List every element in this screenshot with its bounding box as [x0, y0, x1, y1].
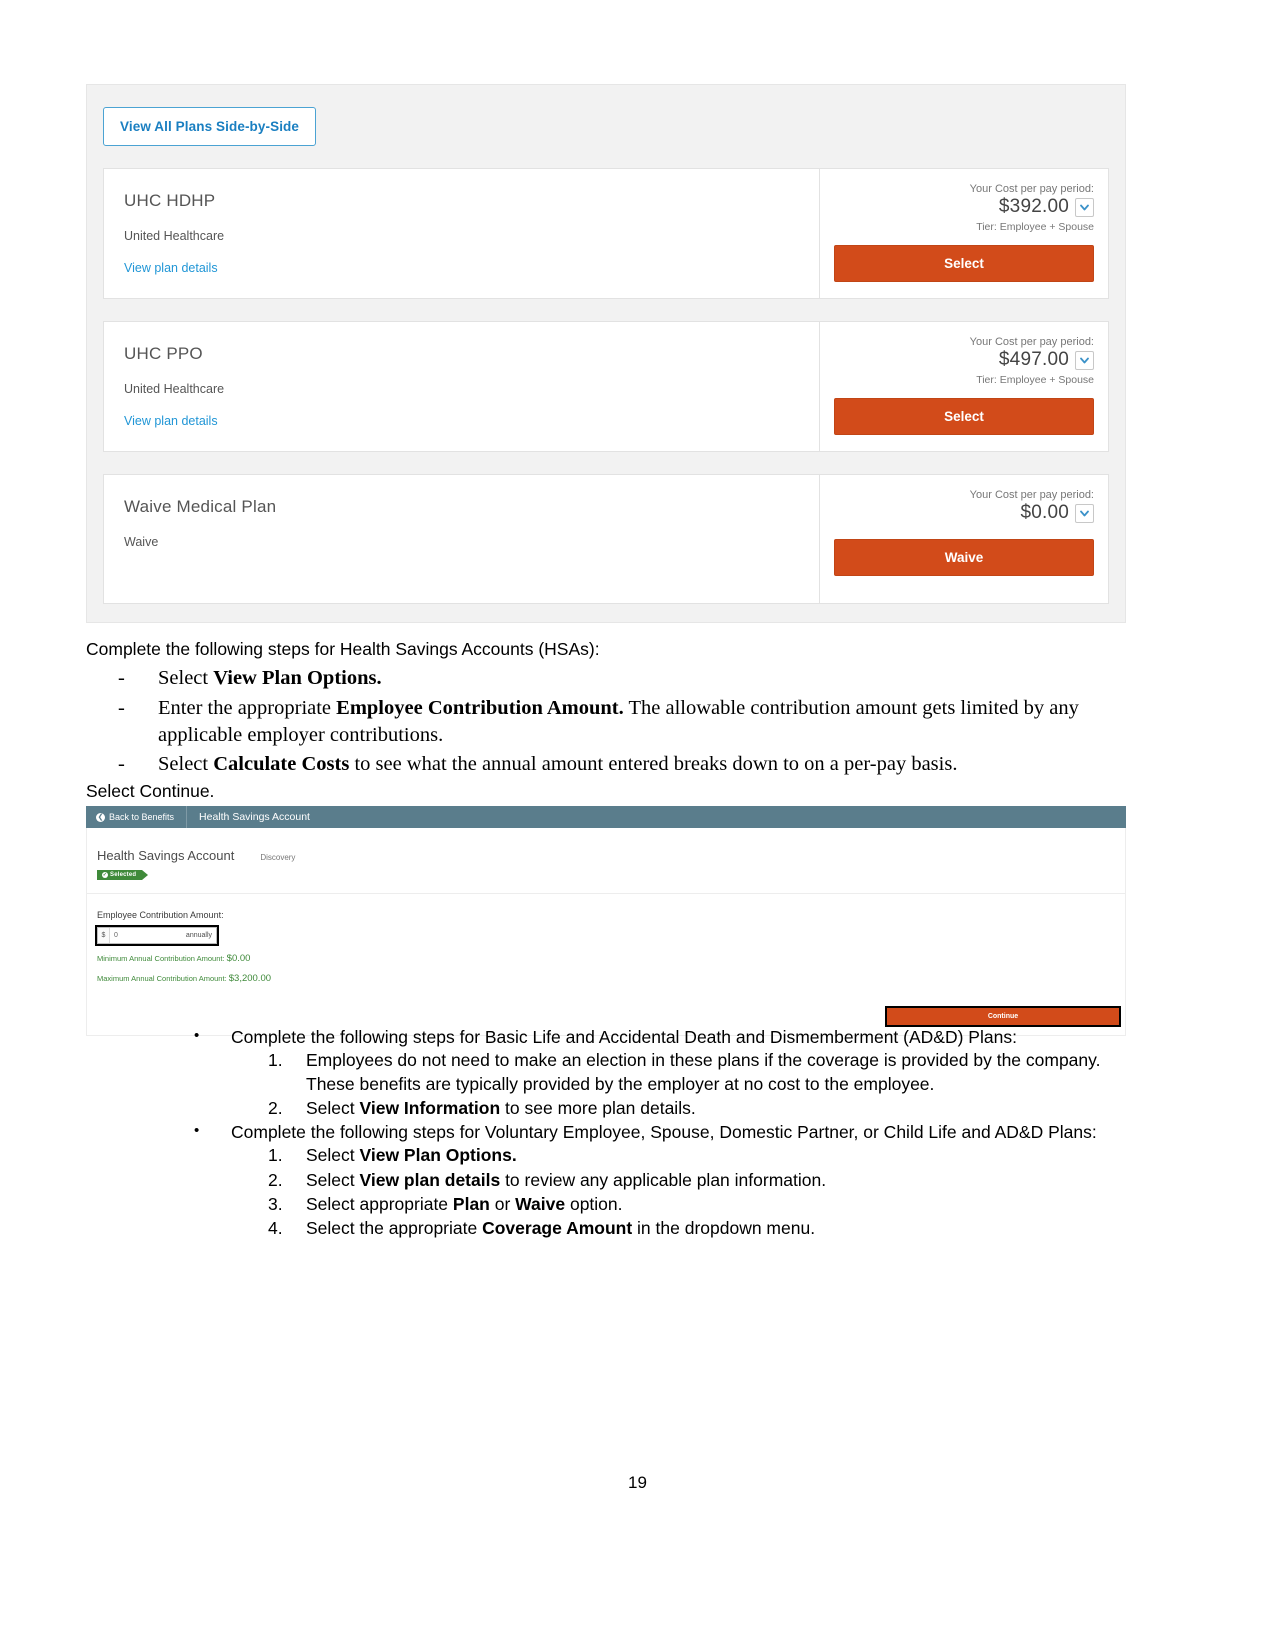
plan-card — [103, 168, 1109, 299]
list-item — [231, 1193, 1146, 1216]
step-text-post: in the dropdown menu. — [632, 1218, 816, 1239]
step-text-pre: Select — [306, 1097, 360, 1118]
page-number: 19 — [628, 1473, 647, 1492]
list-item — [231, 1217, 1146, 1240]
bullet-marker: • — [194, 1027, 200, 1044]
outline-level-2 — [231, 1144, 1146, 1240]
plan-name: UHC HDHP — [124, 191, 216, 210]
step-text-post: to see more plan details. — [500, 1097, 696, 1118]
step-text-pre: Select appropriate — [306, 1193, 453, 1214]
hsa-instructions-list — [86, 665, 1141, 778]
status-badge — [97, 870, 148, 880]
view-all-plans-side-by-side-button[interactable]: View All Plans Side-by-Side — [103, 107, 316, 146]
bullet-marker: • — [194, 1122, 200, 1140]
basic-life-heading: Complete the following steps for Basic Life and Accidental Death and Dismemberment (AD&D) Plans: — [231, 1027, 1017, 1047]
hsa-plan-title: Health Savings Account — [97, 848, 235, 863]
cost-label: Your Cost per pay period: — [969, 489, 1094, 501]
step-text-pre: Select — [306, 1145, 360, 1166]
currency-prefix: $ — [98, 928, 110, 943]
voluntary-heading: Complete the following steps for Voluntary Employee, Spouse, Domestic Partner, or Child Life and AD&D Plans: — [231, 1122, 1097, 1143]
tier-label: Tier: Employee + Spouse — [976, 374, 1094, 386]
maximum-contribution-row — [97, 973, 1125, 984]
step-text-bold: View Information — [359, 1097, 501, 1118]
step-text-mid: or — [489, 1193, 516, 1214]
back-to-benefits-button[interactable] — [86, 806, 187, 828]
maximum-contribution-amount: $3,200.00 — [228, 973, 272, 984]
plan-carrier: United Healthcare — [124, 229, 225, 243]
list-item — [86, 695, 1141, 750]
plan-card-cost-panel — [820, 322, 1108, 451]
hsa-top-navbar — [86, 806, 1126, 828]
dash-marker: - — [118, 696, 125, 719]
minimum-contribution-amount: $0.00 — [226, 953, 251, 964]
step-number: 2. — [268, 1169, 283, 1190]
chevron-down-icon[interactable] — [1075, 504, 1094, 523]
step-number: 1. — [268, 1145, 283, 1166]
plan-card-info — [104, 475, 820, 603]
step-text-pre: Select — [158, 753, 214, 776]
step-text-bold: View Plan Options. — [359, 1145, 517, 1166]
back-arrow-icon: ❮ — [97, 813, 104, 821]
cost-amount: $392.00 — [998, 196, 1069, 217]
step-text: Employees do not need to make an election in these plans if the coverage is provided by the company. These benefits are typically provided by the employer at no cost to the employee. — [306, 1050, 1101, 1094]
select-button[interactable]: Select — [834, 245, 1094, 282]
plan-name: UHC PPO — [124, 344, 203, 363]
cost-label: Your Cost per pay period: — [969, 336, 1094, 348]
continue-button[interactable]: Continue — [887, 1008, 1119, 1025]
hsa-instructions-lead: Complete the following steps for Health Savings Accounts (HSAs): — [86, 639, 600, 659]
step-text-bold-2: Waive — [515, 1193, 566, 1214]
select-button[interactable]: Select — [834, 398, 1094, 435]
plans-screenshot — [86, 84, 1126, 623]
contribution-frequency-label: annually — [185, 932, 212, 939]
back-to-benefits-label: Back to Benefits — [109, 812, 175, 822]
step-number: 4. — [268, 1218, 283, 1239]
step-number: 2. — [268, 1097, 283, 1118]
cost-row — [834, 502, 1094, 524]
check-icon: ✓ — [102, 872, 108, 878]
plan-card-cost-panel — [820, 169, 1108, 298]
outline-level-2 — [231, 1049, 1146, 1120]
step-text-bold: Plan — [452, 1193, 490, 1214]
list-item — [231, 1049, 1146, 1096]
cost-amount: $0.00 — [1020, 502, 1069, 523]
step-text-bold: View plan details — [359, 1169, 501, 1190]
list-item — [86, 1026, 1146, 1120]
hsa-content-panel — [86, 828, 1126, 1036]
status-badge-label: Selected — [110, 872, 137, 878]
contribution-amount-input[interactable] — [97, 927, 217, 944]
view-plan-details-link[interactable]: View plan details — [124, 414, 218, 428]
step-text-pre: Select — [306, 1169, 360, 1190]
hsa-plan-header — [87, 828, 1125, 863]
step-text-pre: Enter the appropriate — [158, 696, 337, 719]
list-item — [86, 751, 1141, 778]
plan-carrier: Waive — [124, 535, 159, 549]
list-item — [86, 1121, 1146, 1240]
hsa-instructions-block — [86, 638, 1141, 804]
tier-label: Tier: Employee + Spouse — [976, 221, 1094, 233]
step-text-post: to review any applicable plan information. — [500, 1169, 827, 1190]
plan-card-info — [104, 322, 820, 451]
contribution-amount-value: 0 — [114, 932, 118, 939]
list-item — [231, 1169, 1146, 1192]
list-item — [231, 1097, 1146, 1120]
maximum-contribution-label: Maximum Annual Contribution Amount: — [97, 974, 227, 983]
dash-marker: - — [118, 667, 125, 690]
step-number: 1. — [268, 1050, 283, 1071]
hsa-plan-carrier: Discovery — [260, 853, 296, 862]
step-text-bold: Employee Contribution Amount. — [336, 696, 624, 719]
contribution-amount-label: Employee Contribution Amount: — [97, 910, 224, 920]
hsa-screenshot — [86, 806, 1126, 1036]
list-item — [231, 1144, 1146, 1167]
hsa-instructions-closing: Select Continue. — [86, 781, 215, 802]
view-plan-details-link[interactable]: View plan details — [124, 261, 218, 275]
step-text-pre: Select — [158, 667, 214, 690]
breadcrumb: Health Savings Account — [199, 811, 310, 823]
step-text-post: option. — [565, 1193, 623, 1214]
step-text-bold: Coverage Amount — [482, 1218, 633, 1239]
step-text-bold: Calculate Costs — [213, 753, 350, 776]
outline-block — [86, 1026, 1146, 1241]
plan-carrier: United Healthcare — [124, 382, 225, 396]
minimum-contribution-label: Minimum Annual Contribution Amount: — [97, 954, 225, 963]
chevron-down-icon[interactable] — [1075, 198, 1094, 217]
plan-card-info — [104, 169, 820, 298]
step-text-bold: View Plan Options. — [213, 667, 382, 690]
cost-amount: $497.00 — [998, 349, 1069, 370]
step-text-pre: Select the appropriate — [306, 1218, 483, 1239]
plan-card-cost-panel — [820, 475, 1108, 603]
step-text-post: The allowable contribution amount gets limited by any applicable employer contributions. — [158, 696, 1079, 746]
cost-row — [834, 196, 1094, 218]
step-number: 3. — [268, 1193, 283, 1214]
plan-card — [103, 321, 1109, 452]
hsa-contribution-form — [87, 894, 1125, 984]
chevron-down-icon[interactable] — [1075, 351, 1094, 370]
cost-row — [834, 349, 1094, 371]
waive-button[interactable]: Waive — [834, 539, 1094, 576]
step-text-post: to see what the annual amount entered breaks down to on a per-pay basis. — [349, 753, 958, 776]
plan-card — [103, 474, 1109, 604]
minimum-contribution-row — [97, 953, 1125, 964]
plan-name: Waive Medical Plan — [124, 497, 277, 516]
outline-level-1 — [86, 1026, 1146, 1240]
cost-label: Your Cost per pay period: — [969, 183, 1094, 195]
list-item — [86, 665, 1141, 692]
dash-marker: - — [118, 753, 125, 776]
